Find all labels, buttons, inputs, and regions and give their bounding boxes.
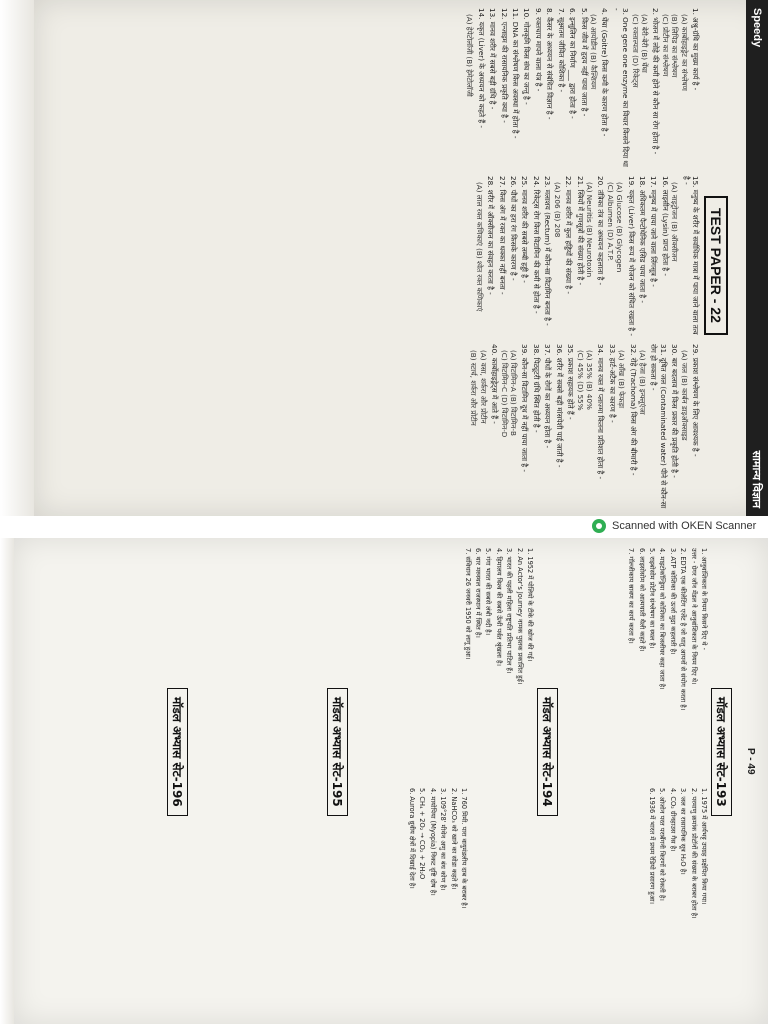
question-column-1 (465, 8, 700, 168)
question-text: 31. दूषित जल (Contaminated water) पीने से कौन-सा रोग हो सकता है - (649, 344, 668, 509)
set-body-196 (406, 788, 468, 1014)
answer-option: (B) लिपिड का संश्लेषण (670, 14, 680, 78)
question-text: 26. पौधों का हरा रंग किसके कारण है - (509, 176, 519, 281)
question-text: 35. प्रकाश सहायक होते हैं - (566, 344, 576, 420)
set-line: 2. EDTA एक कीलेटिंग एजेंट है जो धातु आयनों से संयोग करता है। (679, 548, 688, 711)
answer-option: (A) विटामिन-A (B) विटामिन-B (509, 350, 519, 436)
set-line: 3. ATP कोशिका की ऊर्जा मुद्रा कहलाती है। (668, 548, 677, 655)
answer-option: (A) हेपेटोलॉजी (B) हेमेटोलॉजी (465, 14, 475, 97)
question-text: 32. रोहे (Trachoma) किस अंग की बीमारी है - (628, 344, 638, 476)
answer-option: (A) वसा, शर्करा और प्रोटीन (478, 350, 488, 424)
set-line: 6. Aurora ध्रुवीय क्षेत्रों में दिखाई देता है। (407, 788, 416, 889)
question-text: 12. एन्जाइम की रासायनिक प्रकृति क्या है - (499, 8, 509, 123)
question-text: 13. मानव शरीर में सबसे बड़ी ग्रंथि है - (488, 8, 498, 110)
question-text: 38. पिट्यूटरी ग्रंथि स्थित होती है - (531, 344, 541, 433)
header-center: सामान्य विज्ञान (750, 450, 763, 508)
set-heading-193: मॉडल अभ्यास सेट-193 (711, 688, 732, 816)
test-paper-title: TEST PAPER - 22 (704, 196, 728, 335)
answer-option: (A) 206 (B) 208 (552, 182, 562, 238)
answer-option: (C) रक्ताल्पता (D) रिकेट्स (630, 14, 640, 88)
set-line: 5. गंगा भारत की सबसे लंबी नदी है। (484, 548, 493, 636)
question-text: 5. किस जीव में हृदय नहीं पाया जाता है - (579, 8, 589, 117)
set-heading-194: मॉडल अभ्यास सेट-194 (537, 688, 558, 816)
set-line: 1. 1975 में आर्यभट्ट उपग्रह प्रक्षेपित किया गया। (700, 788, 708, 905)
answer-option: (A) लाल रक्त कणिकाएं (B) श्वेत रक्त कणिकाएं (474, 182, 484, 312)
set-line: 1. 760 मिमी. पारा वायुमंडलीय दाब के बराबर है। (460, 788, 468, 909)
answer-option: (A) Neuritis (B) Neurotoxin (584, 182, 594, 278)
set-line: 2. An Actor's Journey नामक पुस्तक प्रकाशित हुई। (515, 548, 524, 685)
answer-option: (A) नाइट्रोजन (B) ऑक्सीजन (670, 182, 680, 262)
question-text: 22. मानव शरीर में कुल हड्डियों की संख्या है - (564, 176, 574, 294)
question-text: 11. DNA का संश्लेषण किस अवस्था में होता है - (511, 8, 521, 139)
question-text: 25. मानव शरीर की सबसे लम्बी हड्डी है - (520, 176, 530, 283)
question-text: 37. पौधों के रोगों का अध्ययन होता है - (543, 344, 553, 449)
set-line: 4. हिमालय विश्व की सबसे ऊँची पर्वत श्रृंखला है। (494, 548, 503, 666)
answer-option: (A) आयोडीन (B) कैल्शियम (588, 14, 598, 90)
scanner-watermark (592, 516, 756, 536)
set-line: 7. गॉल्जीकाय स्रावण का कार्य करता है। (627, 548, 636, 644)
question-text: 39. कौन-सा विटामिन दूध में नहीं पाया जाता है - (520, 344, 530, 472)
set-line: 7. संविधान 26 जनवरी 1950 को लागू हुआ। (463, 548, 472, 660)
question-text: 21. स्त्रियों में गुणसूत्रों की संख्या होती है - (575, 176, 585, 286)
set-line: 4. माइटोकॉन्ड्रिया को कोशिका का बिजलीघर कहा जाता है। (658, 548, 667, 690)
question-text: 19. यकृत (Liver) किस रूप में भोजन को संचित रखता है - (626, 176, 636, 336)
set-line: 3. 109°28' मीथेन अणु का बंध कोण है। (439, 788, 448, 891)
answer-option: (C) Albumen (D) A.T.P. (605, 182, 615, 262)
question-text: 8. कैंसर के अध्ययन से संबंधित विज्ञान है - (545, 8, 555, 120)
question-text: 20. तंत्रिका तंत्र का अध्ययन कहलाता है - (596, 176, 606, 286)
answer-option: (C) विटामिन-C (D) विटामिन-D (499, 350, 509, 438)
question-text: 1. अश्रु-ग्रंथि का मुख्य कार्य है - (691, 8, 700, 91)
page-top-content (34, 0, 768, 516)
set-heading-196: मॉडल अभ्यास सेट-196 (167, 688, 188, 816)
answer-option: (A) Glucose (B) Glycogen (615, 182, 625, 273)
question-text: 40. कार्बोहाइड्रेट्स में आते हैं - (490, 344, 500, 424)
answer-option: (C) 45% (D) 55% (575, 350, 585, 411)
question-text: 30. बार बदलाव में किस प्रकार की प्रकृति होती है - (670, 344, 680, 478)
question-text: 4. घेंघा (Goitre) किस कमी के कारण होता है - (600, 8, 610, 137)
binding-spine-top (0, 0, 34, 516)
answer-option: (A) आँख (B) फेफड़ा (617, 350, 627, 408)
question-column-2 (474, 176, 700, 336)
answer-option: (A) बेरी-बेरी (B) घेंघा (639, 14, 649, 73)
set-line: 6. 1936 में भारत में प्रथम रेडियो प्रसारण हुआ। (647, 788, 656, 905)
answer-option: (C) प्रोटीन का संश्लेषण (660, 14, 670, 77)
set-body-195 (646, 788, 708, 1014)
set-line: 3. जल का रासायनिक सूत्र H₂O है। (679, 788, 688, 875)
question-text: 24. रिकेट्स रोग किस विटामिन की कमी से होता है - (531, 176, 541, 314)
question-text: 33. हार्ट-अटैक का कारण है - (607, 344, 617, 423)
page-header-strip (746, 0, 768, 516)
set-line: 4. मायोपिया (Myopia) निकट दृष्टि दोष है। (428, 788, 437, 896)
answer-option: (A) कार्बोहाइड्रेट का संश्लेषण (679, 14, 689, 91)
question-text: 17. मनुष्य में पाया जाने वाला लिंगसूत्र है - (649, 176, 659, 287)
set-line: 2. NaHCO₃ को खाने का सोडा कहते हैं। (449, 788, 458, 890)
header-left: Speedy (751, 8, 763, 48)
answer-option: (B) स्टार्च, शर्करा और प्रोटीन (469, 350, 479, 426)
answer-option: (A) 35% (B) 40% (584, 350, 594, 410)
set-line: 3. भारत की पहली महिला राष्ट्रपति प्रतिभा पाटिल हैं। (505, 548, 514, 674)
set-heading-195: मॉडल अभ्यास सेट-195 (327, 688, 348, 816)
question-text: 2. भोजन में लोहे की कमी होने से कौन सा रोग होता है - (651, 8, 661, 155)
set-body-194 (461, 548, 534, 778)
set-line: 4. CO₂ ग्रीनहाउस गैस है। (668, 788, 677, 852)
question-text: 27. किस अंग में रक्त का थक्का नहीं बनता - (497, 176, 507, 295)
page-number: P - 49 (745, 748, 756, 775)
question-text: 23. मलाशय (Rectum) में कौन-सा विटामिन बनता है - (543, 176, 553, 326)
set-line: 2. परमाणु क्रमांक प्रोटॉनों की संख्या के बराबर होता है। (689, 788, 698, 919)
answer-option: (A) हैजा (B) इन्फ्लूएंजा (637, 350, 647, 415)
set-line: 5. CH₄ + 2O₂ → CO₂ + 2H₂O (418, 788, 427, 880)
scanner-label: Scanned with OKEN Scanner (612, 520, 757, 532)
question-text: 9. रक्तचाप मापने वाला यंत्र है - (533, 8, 543, 92)
question-column-3 (469, 344, 700, 509)
question-text: 36. शरीर में सबसे बड़ी मांसपेशी पाई जाती है - (554, 344, 564, 468)
question-text: 10. गोलकृमि किस संघ का जन्तु है - (522, 8, 532, 105)
answer-option: (A) जल (B) कार्बन डाइऑक्साइड (679, 350, 689, 441)
question-text: 14. यकृत (Liver) के अध्ययन को कहते हैं - (476, 8, 486, 129)
set-line: 1. 1952 में पोलियो के टीके की खोज की गई। (526, 548, 534, 662)
question-text: 29. प्रकाश संश्लेषण के लिए आवश्यक है - (691, 344, 700, 457)
question-text: 28. शरीर में ऑक्सीजन का संवहन करता है - (486, 176, 496, 295)
set-line: 6. थार मरुस्थल राजस्थान में स्थित है। (473, 548, 482, 638)
set-body-193 (625, 548, 708, 778)
scanner-logo-icon (592, 519, 606, 533)
question-text: 18. अधिकतम पैन्टोथेनिक एसिड पाया जाता है - (637, 176, 647, 303)
question-text: 34. मानव रक्त में प्लाज्मा कितना प्रतिशत होता है - (596, 344, 606, 480)
question-text: 15. मनुष्य के शरीर में सर्वाधिक मात्रा में पाया जाने वाला तत्व है - (681, 176, 700, 335)
question-text: 3. One gene one enzyme का विचार किसने दिया था - (611, 8, 631, 167)
question-text: 16. लाइसीन (Lysin) प्राप्त होता है - (660, 176, 670, 276)
set-line: उत्तर - ग्रेगर जॉन मेंडल ने आनुवांशिकता के नियम दिए थे। (689, 548, 698, 685)
set-line: 1. आनुवांशिकता के नियम किसने दिए थे - (700, 548, 708, 650)
page-bottom-content (14, 538, 768, 1024)
set-line: 5. ओजोन परत पराबैंगनी किरणों को रोकती है। (658, 788, 667, 901)
set-line: 5. राइबोसोम प्रोटीन संश्लेषण का स्थल है। (647, 548, 656, 649)
set-line: 6. लाइसोसोम को आत्मघाती थैली कहते हैं। (637, 548, 646, 652)
scanned-page-top (34, 0, 768, 516)
question-text: 7. सूक्ष्मतम जीवित कोशिका है - (556, 8, 566, 93)
binding-spine-bottom (0, 538, 14, 1024)
question-text: 6. इन्सुलिन का निर्माण ___ द्वारा होता है - (568, 8, 578, 119)
scanned-page-bottom (14, 538, 768, 1024)
